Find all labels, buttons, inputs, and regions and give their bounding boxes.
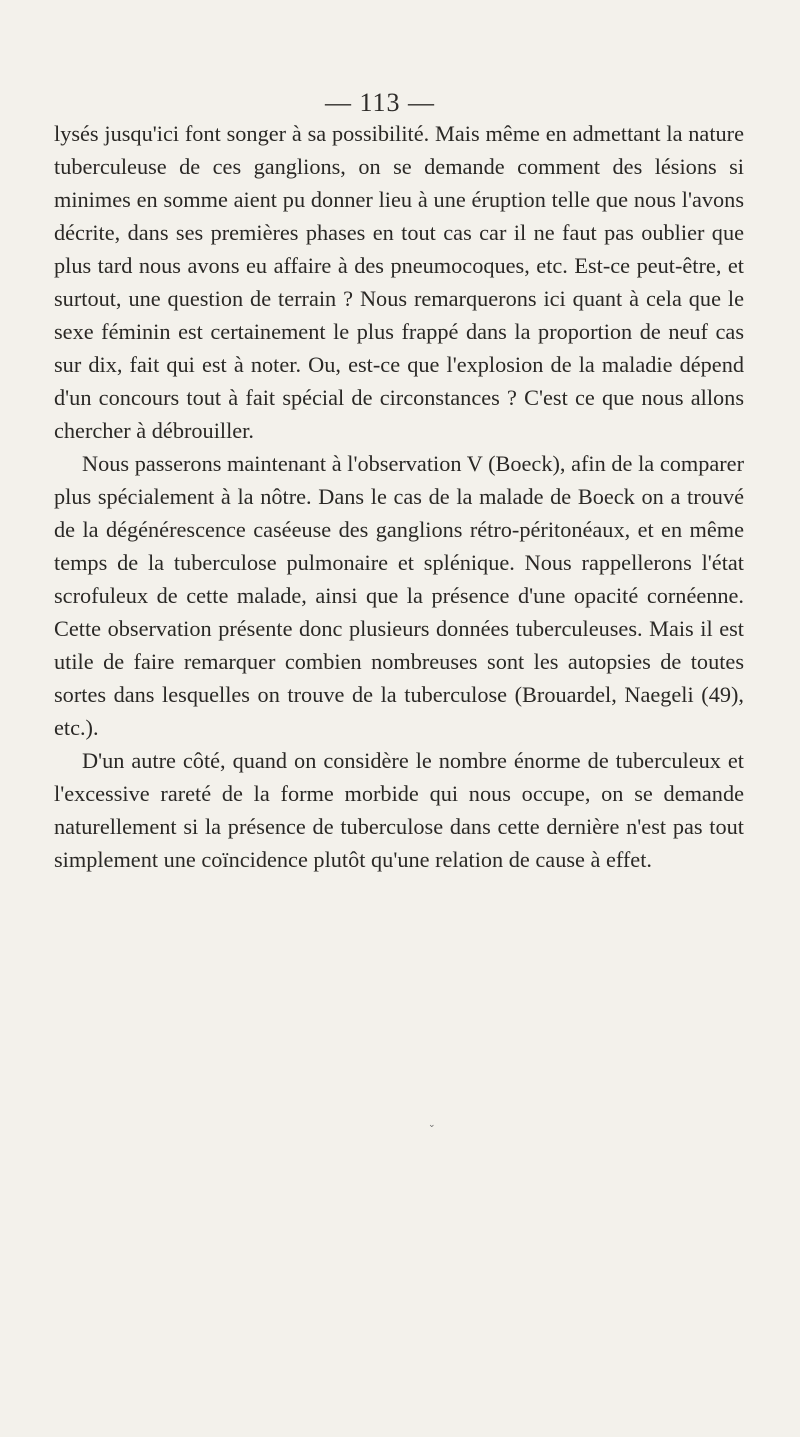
page-number: — 113 — bbox=[324, 88, 436, 117]
body-text bbox=[54, 117, 744, 876]
ink-speck: ⌄ bbox=[428, 1120, 436, 1130]
paragraph-2: Nous passerons maintenant à l'observation V (Boeck), afin de la comparer plus spécialement à la nôtre. Dans le cas de la malade de Boeck on a trouvé de la dégénérescence caséeuse des ganglions rétro-péritonéaux, et en même temps de la tuberculose pulmonaire et splénique. Nous rappellerons l'état scrofuleux de cette malade, ainsi que la présence d'une opacité cornéenne. Cette observation présente donc plusieurs données tuberculeuses. Mais il est utile de faire remarquer combien nombreuses sont les autopsies de toutes sortes dans lesquelles on trouve de la tuberculose (Brouardel, Naegeli (49), etc.). bbox=[54, 451, 744, 740]
paragraph-3: D'un autre côté, quand on considère le nombre énorme de tuberculeux et l'excessive rareté de la forme morbide qui nous occupe, on se demande naturellement si la présence de tuberculose dans cette dernière n'est pas tout simplement une coïncidence plutôt qu'une relation de cause à effet. bbox=[54, 748, 744, 872]
paragraph-1: lysés jusqu'ici font songer à sa possibilité. Mais même en admettant la nature tuberculeuse de ces ganglions, on se demande comment des lésions si minimes en somme aient pu donner lieu à une éruption telle que nous l'avons décrite, dans ses premières phases en tout cas car il ne faut pas oublier que plus tard nous avons eu affaire à des pneumocoques, etc. Est-ce peut-être, et surtout, une question de terrain ? Nous remarquerons ici quant à cela que le sexe féminin est certainement le plus frappé dans la proportion de neuf cas sur dix, fait qui est à noter. Ou, est-ce que l'explosion de la maladie dépend d'un concours tout à fait spécial de circonstances ? C'est ce que nous allons chercher à débrouiller. bbox=[54, 121, 744, 443]
